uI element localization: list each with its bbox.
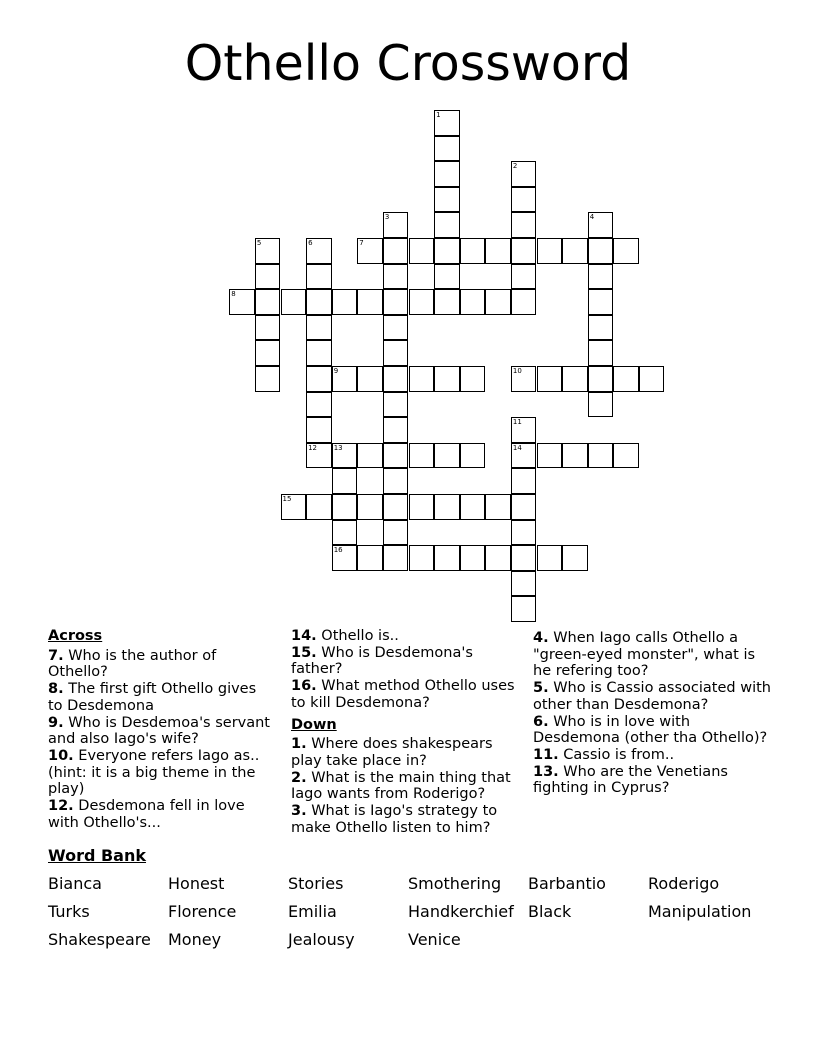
crossword-cell[interactable]	[434, 187, 460, 213]
clue-down-6: 6. Who is in love with Desdemona (other tha Othello)?	[533, 713, 768, 747]
crossword-cell[interactable]	[588, 238, 614, 264]
crossword-cell[interactable]	[588, 264, 614, 290]
crossword-cell[interactable]	[332, 520, 358, 546]
clue-number: 16	[333, 546, 343, 555]
word-bank-item: Honest	[168, 874, 225, 893]
word-bank-item: Money	[168, 930, 222, 949]
crossword-cell[interactable]	[409, 366, 435, 392]
clue-across-14: 14. Othello is..	[291, 628, 399, 644]
word-bank-title: Word Bank	[48, 846, 147, 865]
crossword-cell[interactable]	[383, 520, 409, 546]
crossword-cell[interactable]	[511, 366, 537, 392]
crossword-cell[interactable]	[383, 289, 409, 315]
clue-across-9: 9. Who is Desdemoa's servant and also Iago's wife?	[48, 714, 270, 748]
clue-number: 9	[333, 367, 339, 375]
crossword-cell[interactable]	[511, 238, 537, 264]
clue-across-7: 7. Who is the author of Othello?	[48, 647, 217, 681]
clue-number: 6	[308, 239, 313, 247]
crossword-cell[interactable]	[281, 494, 307, 520]
crossword-cell[interactable]	[613, 238, 639, 264]
clue-down-1: 1. Where does shakespears play take place in?	[291, 736, 493, 769]
clue-down-5: 5. Who is Cassio associated with other than Desdemona?	[533, 680, 771, 713]
clue-down-11: 11. Cassio is from..	[533, 746, 675, 763]
word-bank-item: Handkerchief	[408, 902, 514, 921]
clue-column-2	[291, 628, 524, 836]
crossword-cell[interactable]	[383, 545, 409, 571]
word-bank-item: Roderigo	[648, 874, 720, 893]
crossword-cell[interactable]	[281, 289, 307, 315]
crossword-cell[interactable]	[460, 366, 486, 392]
clue-number: 1	[436, 111, 441, 119]
crossword-cell[interactable]	[562, 443, 588, 469]
crossword-cell[interactable]	[306, 443, 332, 469]
crossword-cell[interactable]	[460, 289, 486, 315]
word-bank-item: Shakespeare	[48, 930, 151, 949]
clue-down-4: 4. When Iago calls Othello a "green-eyed monster", what is he refering too?	[533, 630, 756, 680]
crossword-cell[interactable]	[332, 468, 358, 494]
crossword-cell[interactable]	[511, 520, 537, 546]
crossword-cell[interactable]	[460, 238, 486, 264]
crossword-cell[interactable]	[306, 264, 332, 290]
crossword-cell[interactable]	[434, 136, 460, 162]
crossword-cell[interactable]	[229, 289, 255, 315]
crossword-cell[interactable]	[511, 212, 537, 238]
crossword-cell[interactable]	[511, 264, 537, 290]
clue-number: 2	[512, 162, 518, 171]
clue-number: 5	[256, 239, 262, 247]
clue-across-10: 10. Everyone refers Iago as.. (hint: it is a big theme in the play)	[48, 747, 260, 798]
crossword-cell[interactable]	[588, 443, 614, 469]
clue-across-15: 15. Who is Desdemona's father?	[291, 644, 473, 678]
crossword-cell[interactable]	[383, 468, 409, 494]
crossword-cell[interactable]	[357, 545, 383, 571]
crossword-cell[interactable]	[255, 264, 281, 290]
crossword-cell[interactable]	[434, 238, 460, 264]
crossword-cell[interactable]	[485, 545, 511, 571]
crossword-cell[interactable]	[409, 238, 435, 264]
crossword-cell[interactable]	[332, 366, 358, 392]
crossword-cell[interactable]	[639, 366, 665, 392]
clue-column-1	[48, 628, 273, 831]
clue-across-12: 12. Desdemona fell in love with Othello's...	[48, 798, 245, 831]
crossword-cell[interactable]	[383, 238, 409, 264]
clue-number: 3	[384, 213, 390, 222]
crossword-cell[interactable]	[511, 417, 537, 443]
crossword-cell[interactable]	[383, 212, 409, 238]
crossword-cell[interactable]	[357, 238, 383, 264]
across-heading: Across	[48, 628, 103, 644]
crossword-cell[interactable]	[357, 289, 383, 315]
crossword-cell[interactable]	[306, 392, 332, 418]
clue-across-16: 16. What method Othello uses to kill Desdemona?	[291, 678, 515, 711]
crossword-cell[interactable]	[434, 494, 460, 520]
clue-number: 15	[282, 495, 292, 503]
crossword-cell[interactable]	[511, 545, 537, 571]
word-bank-item: Venice	[408, 930, 461, 949]
clue-down-2: 2. What is the main thing that Iago wants from Roderigo?	[291, 769, 511, 803]
crossword-cell[interactable]	[511, 494, 537, 520]
crossword-cell[interactable]	[460, 494, 486, 520]
down-heading: Down	[291, 716, 337, 733]
crossword-cell[interactable]	[562, 545, 588, 571]
crossword-cell[interactable]	[613, 443, 639, 469]
crossword-cell[interactable]	[537, 545, 563, 571]
word-bank-item: Florence	[168, 902, 237, 921]
crossword-cell[interactable]	[588, 366, 614, 392]
clue-down-3: 3. What is Iago's strategy to make Othello listen to him?	[291, 803, 498, 836]
crossword-cell[interactable]	[613, 366, 639, 392]
crossword-cell[interactable]	[306, 366, 332, 392]
crossword-cell[interactable]	[485, 494, 511, 520]
crossword-cell[interactable]	[434, 289, 460, 315]
crossword-cell[interactable]	[357, 443, 383, 469]
crossword-cell[interactable]	[383, 443, 409, 469]
word-bank-item: Bianca	[48, 874, 102, 893]
word-bank-item: Smothering	[408, 874, 502, 893]
clue-number: 8	[231, 290, 236, 299]
crossword-cell[interactable]	[588, 212, 614, 238]
crossword-cell[interactable]	[511, 161, 537, 187]
crossword-cell[interactable]	[434, 264, 460, 290]
crossword-cell[interactable]	[588, 392, 614, 418]
crossword-cell[interactable]	[511, 443, 537, 469]
crossword-cell[interactable]	[511, 468, 537, 494]
crossword-cell[interactable]	[588, 315, 614, 341]
crossword-cell[interactable]	[255, 289, 281, 315]
crossword-cell[interactable]	[434, 366, 460, 392]
clue-number: 13	[333, 443, 343, 452]
clue-column-3	[533, 630, 773, 797]
clue-number: 7	[359, 239, 364, 247]
crossword-cell[interactable]	[383, 494, 409, 520]
word-bank-item: Turks	[48, 902, 90, 921]
crossword-cell[interactable]	[332, 443, 358, 469]
crossword-cell[interactable]	[409, 289, 435, 315]
crossword-cell[interactable]	[588, 340, 614, 366]
clue-down-13: 13. Who are the Venetians fighting in Cyprus?	[533, 763, 728, 797]
crossword-cell[interactable]	[485, 238, 511, 264]
crossword-cell[interactable]	[332, 545, 358, 571]
crossword-cell[interactable]	[485, 289, 511, 315]
page-title: Othello Crossword	[184, 35, 632, 92]
crossword-cell[interactable]	[562, 238, 588, 264]
crossword-cell[interactable]	[460, 545, 486, 571]
crossword-cell[interactable]	[255, 238, 281, 264]
crossword-cell[interactable]	[383, 340, 409, 366]
crossword-cell[interactable]	[409, 443, 435, 469]
crossword-cell[interactable]	[357, 366, 383, 392]
crossword-cell[interactable]	[255, 315, 281, 341]
crossword-cell[interactable]	[332, 494, 358, 520]
word-bank-item: Stories	[288, 874, 344, 893]
crossword-cell[interactable]	[383, 264, 409, 290]
crossword-cell[interactable]	[511, 596, 537, 622]
word-bank-item: Manipulation	[648, 902, 752, 921]
word-bank-item: Barbantio	[528, 874, 606, 893]
crossword-cell[interactable]	[383, 417, 409, 443]
clue-number: 10	[512, 367, 522, 375]
word-bank-item: Emilia	[288, 902, 337, 921]
clue-number: 4	[589, 213, 595, 222]
clue-across-8: 8. The first gift Othello gives to Desdemona	[48, 681, 257, 714]
crossword-cell[interactable]	[434, 545, 460, 571]
crossword-cell[interactable]	[383, 366, 409, 392]
crossword-cell[interactable]	[306, 238, 332, 264]
crossword-cell[interactable]	[537, 443, 563, 469]
crossword-cell[interactable]	[357, 494, 383, 520]
crossword-cell[interactable]	[588, 289, 614, 315]
crossword-cell[interactable]	[511, 571, 537, 597]
clue-number: 14	[512, 443, 522, 452]
crossword-cell[interactable]	[537, 238, 563, 264]
word-bank-item: Black	[528, 902, 572, 921]
crossword-cell[interactable]	[511, 289, 537, 315]
word-bank-item: Jealousy	[288, 930, 355, 949]
crossword-cell[interactable]	[409, 545, 435, 571]
crossword-cell[interactable]	[306, 494, 332, 520]
crossword-cell[interactable]	[383, 315, 409, 341]
crossword-cell[interactable]	[255, 366, 281, 392]
crossword-cell[interactable]	[434, 212, 460, 238]
crossword-cell[interactable]	[537, 366, 563, 392]
crossword-cell[interactable]	[562, 366, 588, 392]
crossword-cell[interactable]	[306, 417, 332, 443]
crossword-cell[interactable]	[306, 289, 332, 315]
crossword-cell[interactable]	[460, 443, 486, 469]
crossword-cell[interactable]	[332, 289, 358, 315]
crossword-cell[interactable]	[306, 315, 332, 341]
crossword-cell[interactable]	[306, 340, 332, 366]
crossword-cell[interactable]	[255, 340, 281, 366]
crossword-cell[interactable]	[409, 494, 435, 520]
crossword-cell[interactable]	[383, 392, 409, 418]
clue-number: 11	[512, 418, 522, 427]
crossword-cell[interactable]	[511, 187, 537, 213]
crossword-cell[interactable]	[434, 161, 460, 187]
clue-number: 12	[308, 443, 318, 452]
crossword-cell[interactable]	[434, 110, 460, 136]
crossword-cell[interactable]	[434, 443, 460, 469]
